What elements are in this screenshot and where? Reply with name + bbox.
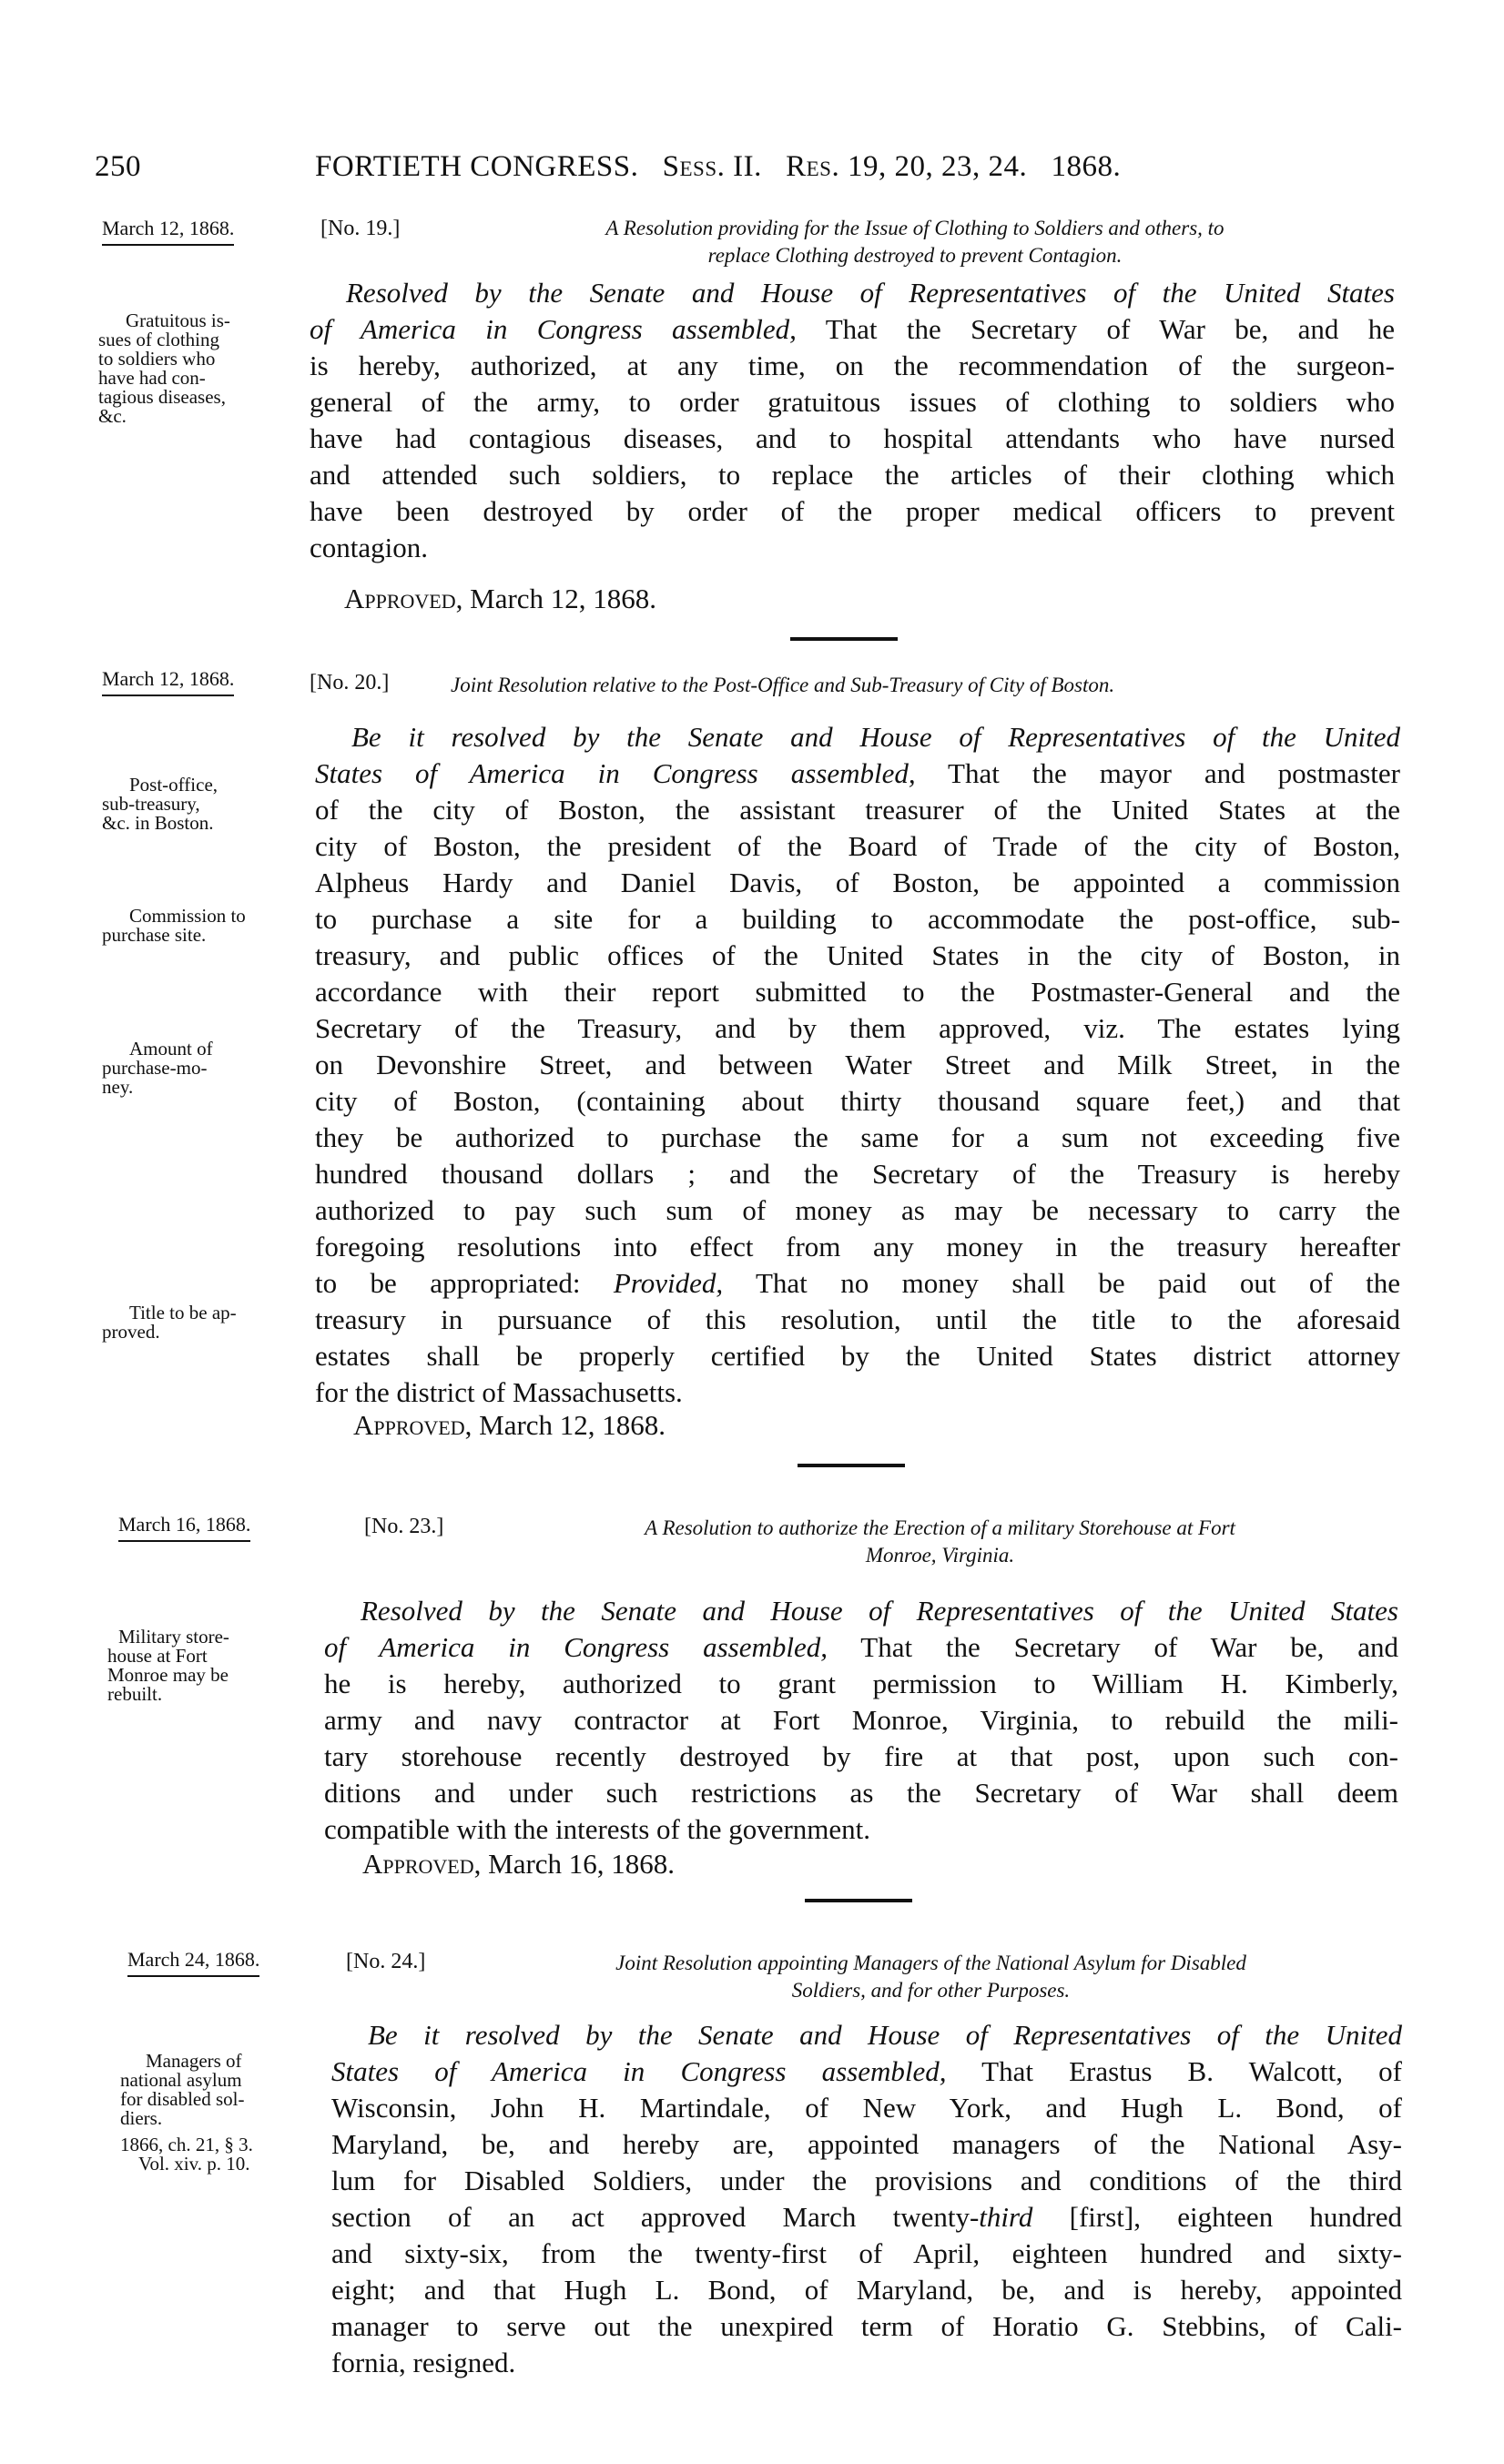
body-line: they be authorized to purchase the same for a sum not exceeding five [315, 1121, 1400, 1153]
body-line: authorized to pay such sum of money as may be necessary to carry the [315, 1194, 1400, 1226]
body-line: fornia, resigned. [331, 2347, 516, 2378]
title-line: Joint Resolution appointing Managers of the National Asylum for Disabled [615, 1952, 1246, 1974]
body-line [310, 311, 1395, 348]
resolution-body [324, 1593, 1398, 1848]
body-line: Secretary of the Treasury, and by them approved, viz. The estates lying [315, 1012, 1400, 1044]
margin-note [98, 311, 230, 426]
margin-note-line: Managers of [146, 2050, 242, 2072]
body-line: foregoing resolutions into effect from any money in the treasury hereafter [315, 1231, 1400, 1262]
body-line [324, 1629, 1398, 1666]
resolution-body [315, 719, 1400, 1411]
margin-note-line: &c. [98, 405, 127, 427]
text-span: That the mayor and postmaster [915, 757, 1400, 789]
margin-note-line: sub-treasury, [102, 793, 200, 815]
body-line [331, 2199, 1402, 2236]
resolution-title [496, 1515, 1384, 1569]
resolution-number: [No. 20.] [310, 671, 390, 695]
margin-note [102, 1039, 213, 1097]
body-line: of the city of Boston, the assistant treasurer of the United States at the [315, 794, 1400, 826]
body-line: to purchase a site for a building to accommodate the post-office, sub- [315, 903, 1400, 935]
separator [790, 637, 898, 641]
resolution-title [451, 672, 1407, 699]
body-line: contagion. [310, 532, 428, 563]
margin-note-line: sues of clothing [98, 329, 219, 350]
separator [798, 1464, 905, 1467]
running-head [315, 150, 1121, 184]
margin-note-line: ney. [102, 1076, 134, 1098]
body-line: is hereby, authorized, at any time, on the recommendation of the surgeon- [310, 350, 1395, 381]
text-span: Approved, [362, 1848, 482, 1880]
body-line [315, 755, 1400, 792]
text-span: That Erastus B. Walcott, of [946, 2055, 1402, 2087]
body-line: manager to serve out the unexpired term of Horatio G. Stebbins, of Cali- [331, 2310, 1402, 2342]
title-line: replace Clothing destroyed to prevent Contagion. [707, 244, 1123, 267]
title-line: Joint Resolution relative to the Post-Office and Sub-Treasury of City of Boston. [451, 674, 1115, 696]
resolution-date: March 16, 1868. [118, 1513, 250, 1542]
resolution-date: March 12, 1868. [102, 667, 234, 696]
italic-text: Provided, [613, 1267, 724, 1299]
body-line: general of the army, to order gratuitous issues of clothing to soldiers who [310, 386, 1395, 418]
body-line: Alpheus Hardy and Daniel Davis, of Boston, be appointed a commission [315, 867, 1400, 898]
italic-text: third [979, 2201, 1033, 2233]
italic-text: States of America in Congress assembled, [331, 2055, 947, 2087]
margin-note-line: Amount of [129, 1038, 213, 1060]
page-header [95, 150, 1406, 196]
margin-note-line: Monroe may be [107, 1664, 229, 1686]
body-line: he is hereby, authorized to grant permission to William H. Kimberly, [324, 1668, 1398, 1699]
body-line: have been destroyed by order of the proper medical officers to prevent [310, 495, 1395, 527]
resolution-numbers: 19, 20, 23, 24. [847, 150, 1028, 183]
title-line: Monroe, Virginia. [865, 1544, 1015, 1567]
margin-note-line: purchase site. [102, 924, 207, 946]
body-line: ditions and under such restrictions as the Secretary of War shall deem [324, 1777, 1398, 1809]
body-line: Wisconsin, John H. Martindale, of New York, and Hugh L. Bond, of [331, 2092, 1402, 2124]
margin-note-line: Post-office, [129, 774, 218, 796]
margin-note-line: Vol. xiv. p. 10. [138, 2153, 250, 2175]
title-line: A Resolution providing for the Issue of Clothing to Soldiers and others, to [605, 217, 1225, 239]
body-line: treasury in pursuance of this resolution, until the title to the aforesaid [315, 1303, 1400, 1335]
margin-note-line: Commission to [129, 905, 246, 927]
margin-note-line: tagious diseases, [98, 386, 226, 408]
margin-note-line: Military store- [118, 1626, 229, 1648]
body-line [310, 275, 1395, 311]
year: 1868. [1051, 150, 1122, 183]
margin-note-line: diers. [120, 2107, 163, 2129]
text-span: section of an act approved March twenty- [331, 2201, 980, 2233]
session-number: II. [733, 150, 762, 183]
margin-note-line: proved. [102, 1321, 160, 1343]
body-line: and attended such soldiers, to replace the articles of their clothing which [310, 459, 1395, 491]
italic-text: Resolved by the Senate and House of Representatives of the United States [361, 1595, 1398, 1627]
body-line [331, 2017, 1402, 2053]
body-line: and sixty-six, from the twenty-first of April, eighteen hundred and sixty- [331, 2237, 1402, 2269]
text-span: Approved, [344, 583, 463, 614]
body-line: city of Boston, the president of the Board of Trade of the city of Boston, [315, 830, 1400, 862]
body-line: eight; and that Hugh L. Bond, of Maryland, be, and is hereby, appointed [331, 2274, 1402, 2306]
margin-note-line: to soldiers who [98, 348, 216, 370]
italic-text: Resolved by the Senate and House of Representatives of the United States [346, 277, 1395, 309]
margin-note-line: for disabled sol- [120, 2088, 245, 2110]
body-line [324, 1593, 1398, 1629]
session-label: Sess. [662, 150, 726, 183]
resolution-body [331, 2017, 1402, 2381]
text-span: March 12, 1868. [479, 1409, 666, 1441]
margin-note-line: have had con- [98, 367, 206, 389]
margin-note [102, 1303, 237, 1342]
body-line [331, 2053, 1402, 2090]
body-line: city of Boston, (containing about thirty thousand square feet,) and that [315, 1085, 1400, 1117]
text-span: March 12, 1868. [470, 583, 657, 614]
italic-text: of America in Congress assembled, [324, 1631, 828, 1663]
body-line: accordance with their report submitted to the Postmaster-General and the [315, 976, 1400, 1008]
body-line: for the district of Massachusetts. [315, 1376, 683, 1408]
approved-line [353, 1409, 666, 1442]
resolution-title [483, 1950, 1379, 2004]
margin-note [120, 2135, 253, 2174]
text-span: to be appropriated: [315, 1267, 614, 1299]
body-line: lum for Disabled Soldiers, under the provisions and conditions of the third [331, 2165, 1402, 2196]
body-line: Maryland, be, and hereby are, appointed managers of the National Asy- [331, 2128, 1402, 2160]
resolution-number: [No. 19.] [320, 217, 401, 240]
resolution-number: [No. 24.] [346, 1950, 426, 1973]
title-line: Soldiers, and for other Purposes. [791, 1979, 1071, 2002]
italic-text: Be it resolved by the Senate and House of Representatives of the United [351, 721, 1400, 753]
text-span: [first], eighteen hundred [1032, 2201, 1402, 2233]
body-line: estates shall be properly certified by the United States district attorney [315, 1340, 1400, 1372]
body-line: have had contagious diseases, and to hospital attendants who have nursed [310, 422, 1395, 454]
margin-note-line: purchase-mo- [102, 1057, 208, 1079]
italic-text: of America in Congress assembled, [310, 313, 797, 345]
body-line: hundred thousand dollars ; and the Secretary of the Treasury is hereby [315, 1158, 1400, 1190]
body-line: treasury, and public offices of the United States in the city of Boston, in [315, 939, 1400, 971]
body-line [315, 1265, 1400, 1302]
page-number: 250 [95, 150, 141, 183]
margin-note [102, 907, 246, 945]
body-line: tary storehouse recently destroyed by fire at that post, upon such con- [324, 1740, 1398, 1772]
text-span: That no money shall be paid out of the [723, 1267, 1400, 1299]
margin-note [102, 776, 218, 833]
margin-note-line: rebuilt. [107, 1683, 163, 1705]
margin-note-line: Title to be ap- [129, 1302, 237, 1323]
title-line: A Resolution to authorize the Erection of a military Storehouse at Fort [645, 1516, 1235, 1539]
approved-line [344, 583, 656, 615]
margin-note-line: &c. in Boston. [102, 812, 214, 834]
italic-text: Be it resolved by the Senate and House of Representatives of the United [368, 2019, 1402, 2051]
body-line: on Devonshire Street, and between Water Street and Milk Street, in the [315, 1049, 1400, 1080]
resolution-date: March 24, 1868. [127, 1948, 259, 1977]
text-span: That the Secretary of War be, and he [796, 313, 1395, 345]
text-span: Approved, [353, 1409, 473, 1441]
margin-note [107, 1627, 229, 1704]
body-line: army and navy contractor at Fort Monroe, Virginia, to rebuild the mili- [324, 1704, 1398, 1736]
resolution-date: March 12, 1868. [102, 217, 234, 246]
body-line: compatible with the interests of the government. [324, 1813, 871, 1845]
separator [805, 1899, 912, 1902]
text-span: That the Secretary of War be, and [827, 1631, 1398, 1663]
resolution-body [310, 275, 1395, 566]
text-span: March 16, 1868. [488, 1848, 676, 1880]
resolutions-label: Res. [786, 150, 840, 183]
margin-note [120, 2052, 244, 2128]
resolution-number: [No. 23.] [364, 1515, 444, 1538]
congress-title: FORTIETH CONGRESS. [315, 150, 639, 183]
body-line [315, 719, 1400, 755]
margin-note-line: national asylum [120, 2069, 242, 2091]
margin-note-line: 1866, ch. 21, § 3. [120, 2134, 253, 2155]
margin-note-line: house at Fort [107, 1645, 208, 1667]
resolution-title [437, 215, 1393, 269]
italic-text: States of America in Congress assembled, [315, 757, 916, 789]
margin-note-line: Gratuitous is- [126, 309, 230, 331]
approved-line [362, 1848, 675, 1881]
